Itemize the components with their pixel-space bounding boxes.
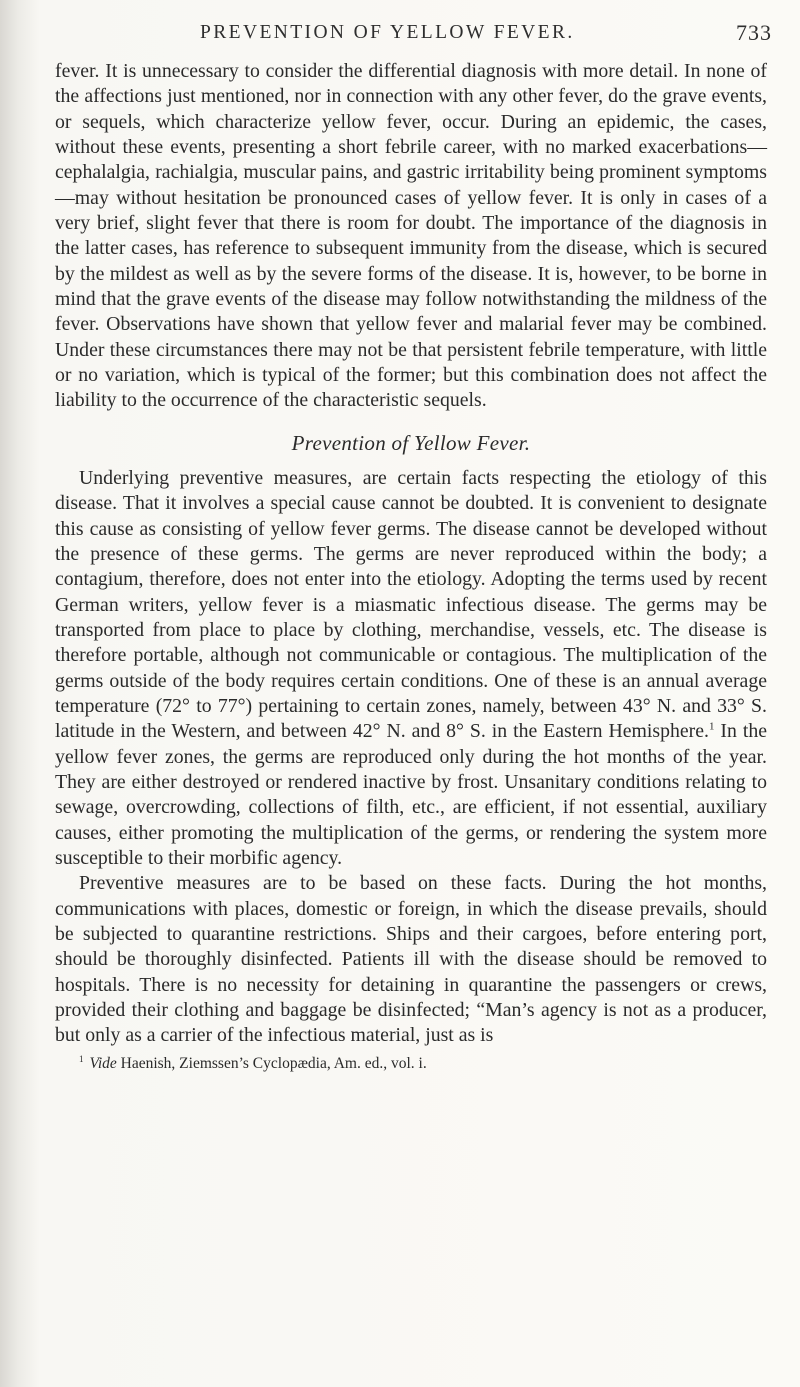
footnote-text: Haenish, Ziemssen’s Cyclopædia, Am. ed., vol. i. [116,1054,427,1072]
page-header [0,18,800,48]
page-body [55,59,767,1074]
paragraph-etiology-text-a: Underlying preventive measures, are certain facts respecting the etiology of this disease. That it involves a special cause cannot be doubted. It is convenient to designate this cause as consisting of yellow fever germs. The disease cannot be developed without the presence of these germs. The germs are never reproduced within the body; a contagium, therefore, does not enter into the etiology. Adopting the terms used by recent German writers, yellow fever is a miasmatic infectious disease. The germs may be transported from place to place by clothing, merchandise, vessels, etc. The disease is therefore portable, although not communicable or contagious. The multiplication of the germs outside of the body requires certain conditions. One of these is an annual average temperature (72° to 77°) pertaining to certain zones, namely, between 43° N. and 33° S. latitude in the Western, and between 42° N. and 8° S. in the Eastern Hemisphere. [55,466,767,743]
paragraph-etiology [55,466,767,872]
page-number: 733 [736,20,772,45]
paragraph-etiology-text-b: In the yellow fever zones, the germs are reproduced only during the hot months of the year. They are either destroyed or rendered inactive by frost. Unsanitary conditions relating to sewage, overcrowding, collections of filth, etc., are efficient, if not essential, auxiliary causes, either promoting the multiplication of the germs, or rendering the system more susceptible to their morbific agency. [55,720,767,869]
footnote-reference: 1 [708,720,715,733]
paragraph-preventive-measures: Preventive measures are to be based on these facts. During the hot months, communications with places, domestic or foreign, in which the disease prevails, should be subjected to quarantine restrictions. Ships and their cargoes, before entering port, should be thoroughly disinfected. Patients ill with the disease should be removed to hospitals. There is no necessity for detaining in quarantine the passengers or crews, provided their clothing and baggage be disinfected; “Man’s agency is not as a producer, but only as a carrier of the infectious material, just as is [55,872,767,1047]
running-head: PREVENTION OF YELLOW FEVER. [200,22,575,43]
footnote-mark: 1 [79,1053,84,1064]
footnote [55,1054,767,1074]
footnote-vide: Vide [89,1054,117,1072]
section-heading: Prevention of Yellow Fever. [291,430,531,455]
paragraph-differential-diagnosis: fever. It is unnecessary to consider the differential diagnosis with more detail. In none of the affections just mentioned, nor in connection with any other fever, do the grave events, or sequels, which characterize yellow fever, occur. During an epidemic, the cases, without these events, presenting a short febrile career, with no marked exacerbations—cephalalgia, rachialgia, muscular pains, and gastric irritability being prominent symptoms—may without hesitation be pronounced cases of yellow fever. It is only in cases of a very brief, slight fever that there is room for doubt. The importance of the diagnosis in the latter cases, has reference to subsequent immunity from the disease, which is secured by the mildest as well as by the severe forms of the disease. It is, however, to be borne in mind that the grave events of the disease may follow notwithstanding the mildness of the fever. Observations have shown that yellow fever and malarial fever may be combined. Under these circumstances there may not be that persistent febrile temperature, with little or no variation, which is typical of the former; but this combination does not affect the liability to the occurrence of the characteristic sequels. [55,60,767,412]
